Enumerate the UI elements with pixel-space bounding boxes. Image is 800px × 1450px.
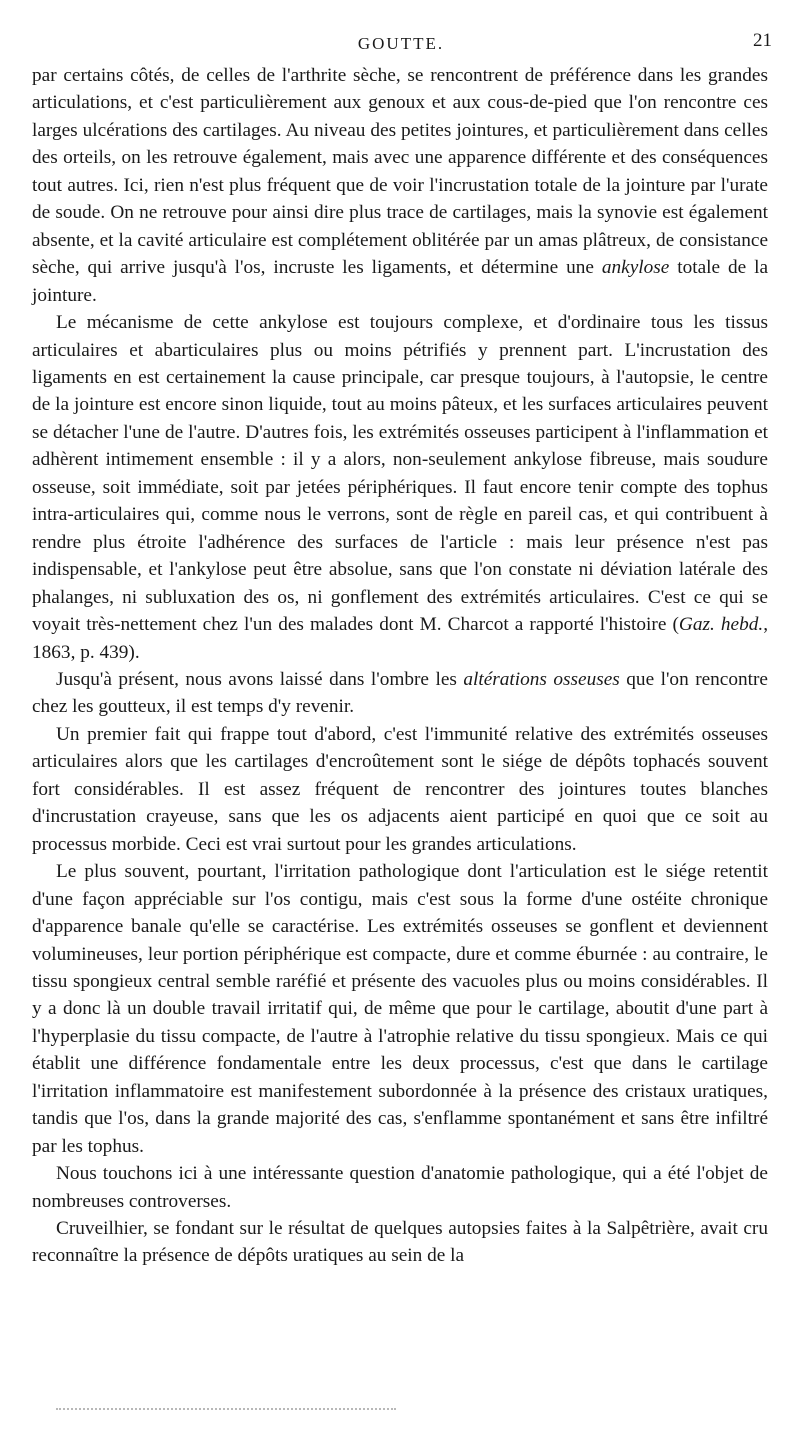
text-run: Jusqu'à présent, nous avons laissé dans l'ombre les [56, 668, 464, 690]
text-run: Le mécanisme de cette ankylose est toujours complexe, et d'ordinaire tous les tissus articulaires et abarticulaires plus ou moins pétrifiés y prennent part. L'incrustation des ligaments en est certainement la cause principale, car presque toujours, à l'autopsie, le centre de la jointure est encore sinon liquide, tout au moins pâteux, et les surfaces articulaires peuvent se détacher l'une de l'autre. D'autres fois, les extrémités osseuses participent à l'inflammation et adhèrent intimement ensemble : il y a alors, non-seulement ankylose fibreuse, mais soudure osseuse, soit immédiate, soit par jetées périphériques. Il faut encore tenir compte des tophus intra-articulaires qui, comme nous le verrons, sont de règle en pareil cas, et qui contribuent à rendre plus étroite l'adhérence des surfaces de l'article : mais leur présence n'est pas indispensable, et l'ankylose peut être absolue, sans que l'on constate ni déviation latérale des phalanges, ni subluxation des os, ni gonflement des extrémités articulaires. C'est ce qui se voyait très-nettement chez l'un des malades dont M. Charcot a rapporté l'histoire ( [32, 312, 768, 636]
paragraph [32, 666, 768, 721]
text-run: Nous touchons ici à une intéressante question d'anatomie pathologique, qui a été l'objet de nombreuses controverses. [32, 1163, 768, 1212]
text-run: que l'on rencontre chez les goutteux, il est temps d'y revenir. [32, 668, 768, 718]
text-run: Un premier fait qui frappe tout d'abord, c'est l'immunité relative des extrémités osseuses articulaires alors que les cartilages d'encroûtement sont le siége de dépôts tophacés souvent fort considérables. Il est assez fréquent de rencontrer des jointures toutes blanches d'incrustation crayeuse, sans que les os adjacents aient participé en quoi que ce soit au processus morbide. Ceci est vrai surtout pour les grandes articulations. [32, 723, 768, 855]
text-run: Cruveilhier, se fondant sur le résultat de quelques autopsies faites à la Salpêtrière, avait cru reconnaître la présence de dépôts uratiques au sein de la [32, 1218, 768, 1267]
paragraph [32, 721, 768, 858]
paragraph [32, 858, 768, 1160]
running-title: GOUTTE. [357, 34, 445, 53]
body-text [32, 62, 768, 1270]
paragraph [32, 1215, 768, 1270]
page-number: 21 [753, 30, 772, 51]
paragraph [32, 1160, 768, 1215]
footer-rule [56, 1408, 396, 1410]
italic-text: Gaz. hebd. [678, 614, 764, 636]
italic-text: ankylose [601, 257, 670, 279]
paragraph [32, 62, 768, 309]
italic-text: altérations osseuses [463, 668, 620, 690]
text-run: , 1863, p. 439). [32, 614, 769, 663]
text-run: totale de la jointure. [32, 257, 768, 306]
paragraph [32, 309, 768, 666]
page-header [30, 30, 772, 56]
text-run: Le plus souvent, pourtant, l'irritation pathologique dont l'articulation est le siége retentit d'une façon appréciable sur l'os contigu, mais c'est sous la forme d'une ostéite chronique d'apparence banale qu'elle se caractérise. Les extrémités osseuses se gonflent et deviennent volumineuses, leur portion périphérique est compacte, dure et comme éburnée : au contraire, le tissu spongieux central semble raréfié et présente des vacuoles plus ou moins considérables. Il y a donc là un double travail irritatif qui, de même que pour le cartilage, aboutit d'une part à l'hyperplasie du tissu compacte, de l'autre à l'atrophie relative du tissu spongieux. Mais ce qui établit une différence fondamentale entre les deux processus, c'est que dans le cartilage l'irritation inflammatoire est manifestement subordonnée à la présence des cristaux uratiques, tandis que l'os, dans la grande majorité des cas, s'enflamme spontanément et sans être infiltré par les tophus. [32, 861, 768, 1157]
text-run: par certains côtés, de celles de l'arthrite sèche, se rencontrent de préférence dans les grandes articulations, et c'est particulièrement aux genoux et aux cous-de-pied que l'on rencontre ces larges ulcérations des cartilages. Au niveau des petites jointures, et particulièrement dans celles des orteils, on les retrouve également, mais avec une apparence différente et des conséquences tout autres. Ici, rien n'est plus fréquent que de voir l'incrustation totale de la jointure par l'urate de soude. On ne retrouve pour ainsi dire plus trace de cartilages, mais la synovie est également absente, et la cavité articulaire est complétement oblitérée par un amas plâtreux, de consistance sèche, qui arrive jusqu'à l'os, incruste les ligaments, et détermine une [32, 65, 768, 279]
